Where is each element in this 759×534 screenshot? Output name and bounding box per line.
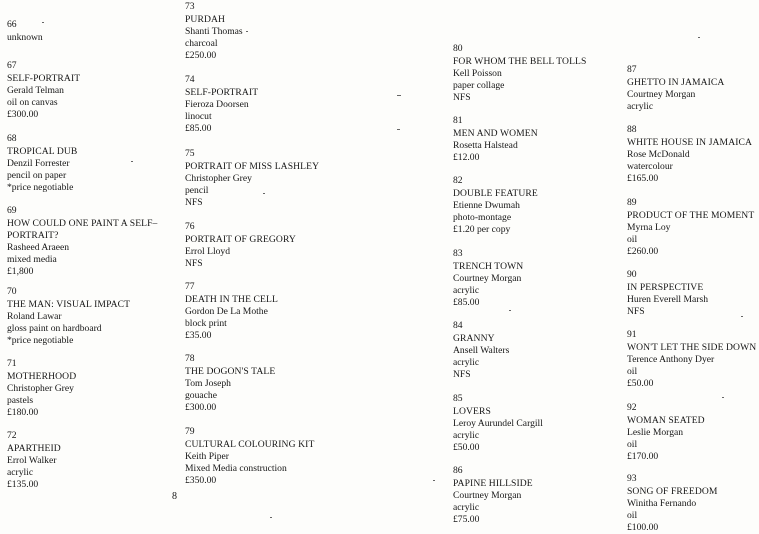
entry-price: £85.00 [185,123,212,134]
scan-speck [246,31,248,32]
entry-title: WON'T LET THE SIDE DOWN [627,342,757,353]
entry-number: 92 [627,402,637,413]
entry-title: SELF-PORTRAIT [7,73,81,84]
entry-artist: Kell Poisson [453,68,502,79]
entry-price: NFS [627,306,645,317]
entry-number: 82 [453,175,463,186]
entry-artist: Roland Lawar [7,311,62,322]
entry-medium: gouache [185,390,217,401]
catalogue-entry-67 [7,60,80,121]
catalogue-entry-89 [627,197,754,258]
entry-artist: Leslie Morgan [627,427,684,438]
entry-title: CULTURAL COLOURING KIT [185,439,315,450]
scan-speck [741,316,743,317]
entry-artist: Christopher Grey [185,173,252,184]
entry-artist: Courtney Morgan [453,273,522,284]
entry-price: NFS [453,92,471,103]
scan-speck [131,161,133,162]
catalogue-entry-86 [453,465,533,526]
entry-price: NFS [185,197,203,208]
entry-title: SELF-PORTRAIT [185,87,259,98]
entry-medium: gloss paint on hardboard [7,323,102,334]
entry-artist: Rosetta Halstead [453,140,518,151]
catalogue-entry-68 [7,133,77,194]
entry-price: £1,800 [7,266,34,277]
entry-price: £85.00 [453,297,480,308]
scan-speck [722,397,724,398]
scan-speck [509,310,511,311]
entry-artist: Etienne Dwumah [453,200,520,211]
entry-price: £350.00 [185,475,217,486]
entry-price: £1.20 per copy [453,224,511,235]
entry-artist: Courtney Morgan [627,89,696,100]
entry-number: 91 [627,329,637,340]
entry-price: *price negotiable [7,335,74,346]
entry-price: £100.00 [627,522,659,533]
entry-number: 81 [453,115,463,126]
entry-artist: Courtney Morgan [453,490,522,501]
entry-medium: oil [627,439,638,450]
catalogue-entry-93 [627,473,718,534]
catalogue-entry-75 [185,148,319,209]
entry-artist: Shanti Thomas [185,26,243,37]
entry-title: PAPINE HILLSIDE [453,478,533,489]
catalogue-entry-83 [453,248,523,309]
entry-artist: Leroy Aurundel Cargill [453,418,543,429]
entry-artist: unknown [7,32,43,43]
entry-price: £12.00 [453,152,480,163]
entry-price: £50.00 [627,378,654,389]
scan-speck [433,480,435,481]
entry-number: 73 [185,1,195,12]
entry-price: £260.00 [627,246,659,257]
entry-artist: Gerald Telman [7,85,64,96]
entry-price: £135.00 [7,479,39,490]
scan-speck [698,37,700,38]
entry-artist: Terence Anthony Dyer [627,354,715,365]
catalogue-entry-81 [453,115,538,164]
entry-price: *price negotiable [7,182,74,193]
entry-number: 68 [7,133,17,144]
entry-medium: block print [185,318,227,329]
catalogue-entry-84 [453,320,509,381]
entry-number: 89 [627,197,637,208]
entry-number: 86 [453,465,463,476]
catalogue-entry-91 [627,329,756,390]
entry-title: GHETTO IN JAMAICA [627,77,725,88]
entry-medium: oil [627,234,638,245]
entry-title: WOMAN SEATED [627,415,705,426]
entry-artist: Myrna Loy [627,222,671,233]
entry-medium: pencil on paper [7,170,67,181]
entry-medium: photo-montage [453,212,512,223]
entry-title: MEN AND WOMEN [453,128,538,139]
entry-artist: Gordon De La Mothe [185,306,268,317]
entry-artist: Keith Piper [185,451,229,462]
entry-number: 76 [185,221,195,232]
entry-artist: Tom Joseph [185,378,231,389]
entry-number: 72 [7,430,17,441]
entry-medium: Mixed Media construction [185,463,287,474]
entry-price: £170.00 [627,451,659,462]
entry-price: £180.00 [7,407,39,418]
catalogue-entry-73 [185,1,243,62]
entry-title-continued: PORTRAIT? [7,230,59,241]
entry-artist: Errol Lloyd [185,246,231,257]
entry-number: 85 [453,393,463,404]
entry-number: 84 [453,320,463,331]
catalogue-entry-66 [7,19,43,44]
entry-medium: pencil [185,185,209,196]
entry-title: TROPICAL DUB [7,146,78,157]
entry-medium: paper collage [453,80,505,91]
entry-number: 88 [627,124,637,135]
catalogue-entry-72 [7,430,61,491]
catalogue-entry-79 [185,426,314,487]
entry-medium: acrylic [453,357,480,368]
catalogue-entry-82 [453,175,538,236]
entry-title: DOUBLE FEATURE [453,188,538,199]
scan-speck [397,129,400,130]
entry-number: 77 [185,281,195,292]
catalogue-entry-76 [185,221,296,270]
entry-title: APARTHEID [7,443,61,454]
catalogue-entry-77 [185,281,278,342]
entry-number: 79 [185,426,195,437]
entry-price: £300.00 [185,402,217,413]
entry-medium: acrylic [453,502,480,513]
entry-number: 69 [7,205,17,216]
entry-number: 78 [185,353,195,364]
entry-medium: acrylic [627,101,654,112]
entry-title: TRENCH TOWN [453,261,524,272]
entry-title: PRODUCT OF THE MOMENT [627,210,755,221]
entry-artist: Christopher Grey [7,383,74,394]
entry-medium: linocut [185,111,212,122]
entry-price: £300.00 [7,109,39,120]
entry-artist: Fieroza Doorsen [185,99,249,110]
catalogue-entry-74 [185,74,258,135]
entry-title: GRANNY [453,333,495,344]
entry-price: £75.00 [453,514,480,525]
catalogue-entry-80 [453,43,586,104]
entry-title: WHITE HOUSE IN JAMAICA [627,137,753,148]
entry-artist: Huren Everell Marsh [627,294,708,305]
entry-medium: charcoal [185,38,218,49]
catalogue-entry-85 [453,393,543,454]
entry-title: THE DOGON'S TALE [185,366,276,377]
entry-title: MOTHERHOOD [7,371,77,382]
entry-number: 70 [7,286,17,297]
entry-price: NFS [185,258,203,269]
entry-medium: oil [627,366,638,377]
catalogue-entry-87 [627,64,724,113]
scan-speck [263,193,265,194]
entry-price: NFS [453,369,471,380]
catalogue-entry-90 [627,269,708,318]
entry-number: 80 [453,43,463,54]
catalogue-entry-92 [627,402,705,463]
entry-medium: mixed media [7,254,57,265]
entry-price: £35.00 [185,330,212,341]
scan-speck [397,95,401,96]
entry-number: 75 [185,148,195,159]
entry-title: FOR WHOM THE BELL TOLLS [453,56,587,67]
entry-medium: oil [627,510,638,521]
entry-title: HOW COULD ONE PAINT A SELF– [7,218,158,229]
entry-price: £50.00 [453,442,480,453]
entry-price: £165.00 [627,173,659,184]
page-number: 8 [172,491,177,502]
entry-artist: Errol Walker [7,455,57,466]
entry-title: PURDAH [185,14,226,25]
entry-number: 67 [7,60,17,71]
entry-number: 87 [627,64,637,75]
entry-artist: Winitha Fernando [627,498,697,509]
entry-price: £250.00 [185,50,217,61]
entry-title: IN PERSPECTIVE [627,282,704,293]
entry-number: 93 [627,473,637,484]
entry-medium: acrylic [453,285,480,296]
entry-number: 66 [7,19,17,30]
catalogue-entry-71 [7,358,76,419]
entry-medium: acrylic [7,467,34,478]
entry-artist: Denzil Forrester [7,158,70,169]
scan-speck [270,517,272,518]
entry-title: THE MAN: VISUAL IMPACT [7,299,131,310]
entry-title: PORTRAIT OF GREGORY [185,234,296,245]
entry-medium: watercolour [627,161,673,172]
entry-medium: pastels [7,395,34,406]
entry-title: SONG OF FREEDOM [627,486,718,497]
entry-number: 90 [627,269,637,280]
entry-artist: Rose McDonald [627,149,690,160]
entry-number: 71 [7,358,17,369]
catalogue-entry-70 [7,286,130,347]
catalogue-entry-69 [7,205,157,278]
entry-title: LOVERS [453,406,491,417]
entry-medium: oil on canvas [7,97,58,108]
entry-artist: Rasheed Araeen [7,242,70,253]
entry-artist: Ansell Walters [453,345,510,356]
entry-title: PORTRAIT OF MISS LASHLEY [185,161,320,172]
catalogue-entry-78 [185,353,275,414]
entry-number: 83 [453,248,463,259]
catalogue-entry-88 [627,124,752,185]
scan-speck [42,22,44,23]
entry-medium: acrylic [453,430,480,441]
entry-number: 74 [185,74,195,85]
entry-title: DEATH IN THE CELL [185,294,278,305]
